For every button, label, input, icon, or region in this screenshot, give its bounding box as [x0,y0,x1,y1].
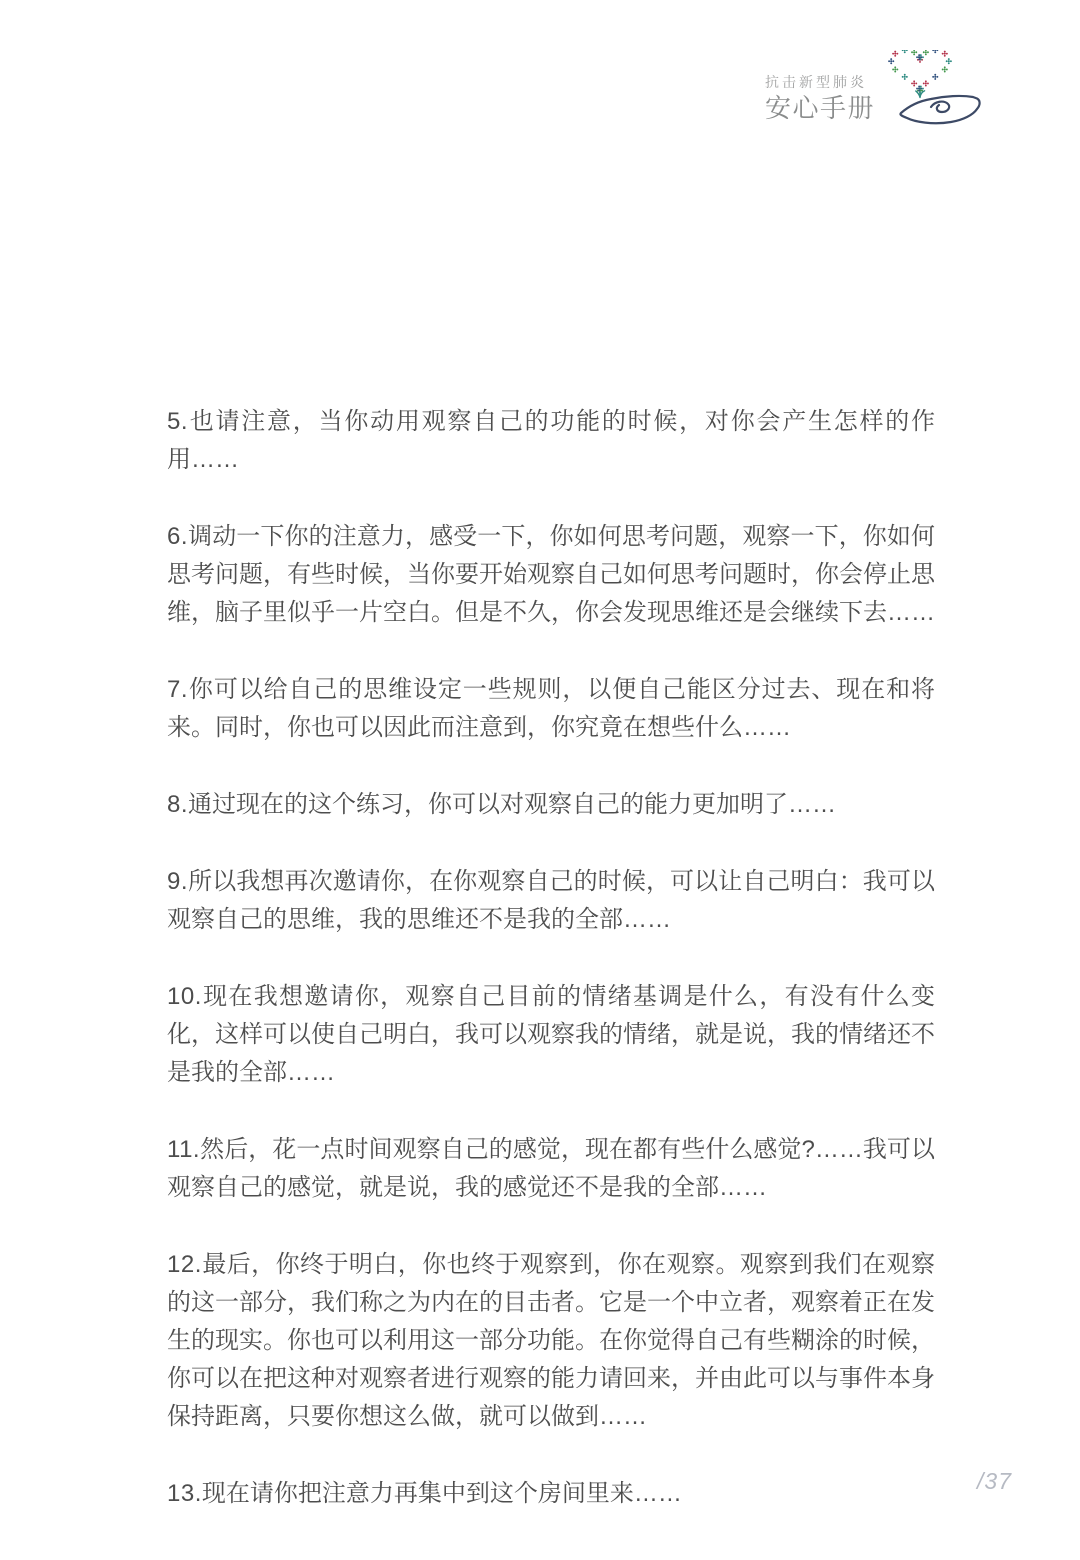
paragraph-number: 8. [167,791,189,818]
paragraph-8 [167,786,935,824]
paragraph-text: 最后，你终于明白，你也终于观察到，你在观察。观察到我们在观察的这一部分，我们称之为内在的目击者。它是一个中立者，观察着正在发生的现实。你也可以利用这一部分功能。在你觉得自己有些糊涂的时候，你可以在把这种对观察者进行观察的能力请回来，并由此可以与事件本身保持距离，只要你想这么做，就可以做到…… [167,1251,935,1430]
paragraph-13 [167,1475,935,1513]
brand-text [765,72,875,130]
paragraph-text: 现在我想邀请你，观察自己目前的情绪基调是什么，有没有什么变化，这样可以使自己明白，我可以观察我的情绪，就是说，我的情绪还不是我的全部…… [167,983,935,1086]
flower-heart-icon [888,50,952,94]
paragraph-number: 10. [167,983,202,1010]
paragraph-text: 也请注意，当你动用观察自己的功能的时候，对你会产生怎样的作用…… [167,408,935,473]
brand-graphic [885,50,985,130]
paragraph-number: 13. [167,1480,202,1507]
paragraph-5 [167,403,935,479]
paragraph-text: 你可以给自己的思维设定一些规则，以便自己能区分过去、现在和将来。同时，你也可以因此而注意到，你究竟在想些什么…… [167,676,935,741]
sprout-icon [916,91,925,98]
paragraph-text: 所以我想再次邀请你，在你观察自己的时候，可以让自己明白：我可以观察自己的思维，我的思维还不是我的全部…… [167,868,935,933]
brand-logo [765,50,985,130]
paragraph-number: 5. [167,408,189,435]
paragraph-9 [167,863,935,939]
paragraph-7 [167,671,935,747]
paragraph-text: 然后，花一点时间观察自己的感觉，现在都有些什么感觉?……我可以观察自己的感觉，就是说，我的感觉还不是我的全部…… [167,1136,935,1201]
brand-title: 安心手册 [764,93,875,123]
paragraph-text: 通过现在的这个练习，你可以对观察自己的能力更加明了…… [188,791,837,818]
paragraph-11 [167,1131,935,1207]
page-number: /37 [977,1468,1012,1494]
paragraph-number: 7. [167,676,189,703]
paragraph-number: 9. [167,868,189,895]
paragraph-number: 12. [167,1251,202,1278]
logo-svg [885,50,985,130]
paragraph-6 [167,518,935,632]
paragraph-number: 11. [167,1136,201,1163]
paragraph-text: 现在请你把注意力再集中到这个房间里来…… [201,1480,682,1507]
paragraph-10 [167,978,935,1092]
paragraph-text: 调动一下你的注意力，感受一下，你如何思考问题，观察一下，你如何思考问题，有些时候，当你要开始观察自己如何思考问题时，你会停止思维，脑子里似乎一片空白。但是不久，你会发现思维还是会继续下去…… [167,523,935,626]
paragraph-number: 6. [167,523,189,550]
holding-hand-icon [900,96,979,123]
paragraph-12 [167,1246,935,1436]
body-text [167,403,935,1552]
brand-tagline: 抗击新型肺炎 [764,74,867,90]
